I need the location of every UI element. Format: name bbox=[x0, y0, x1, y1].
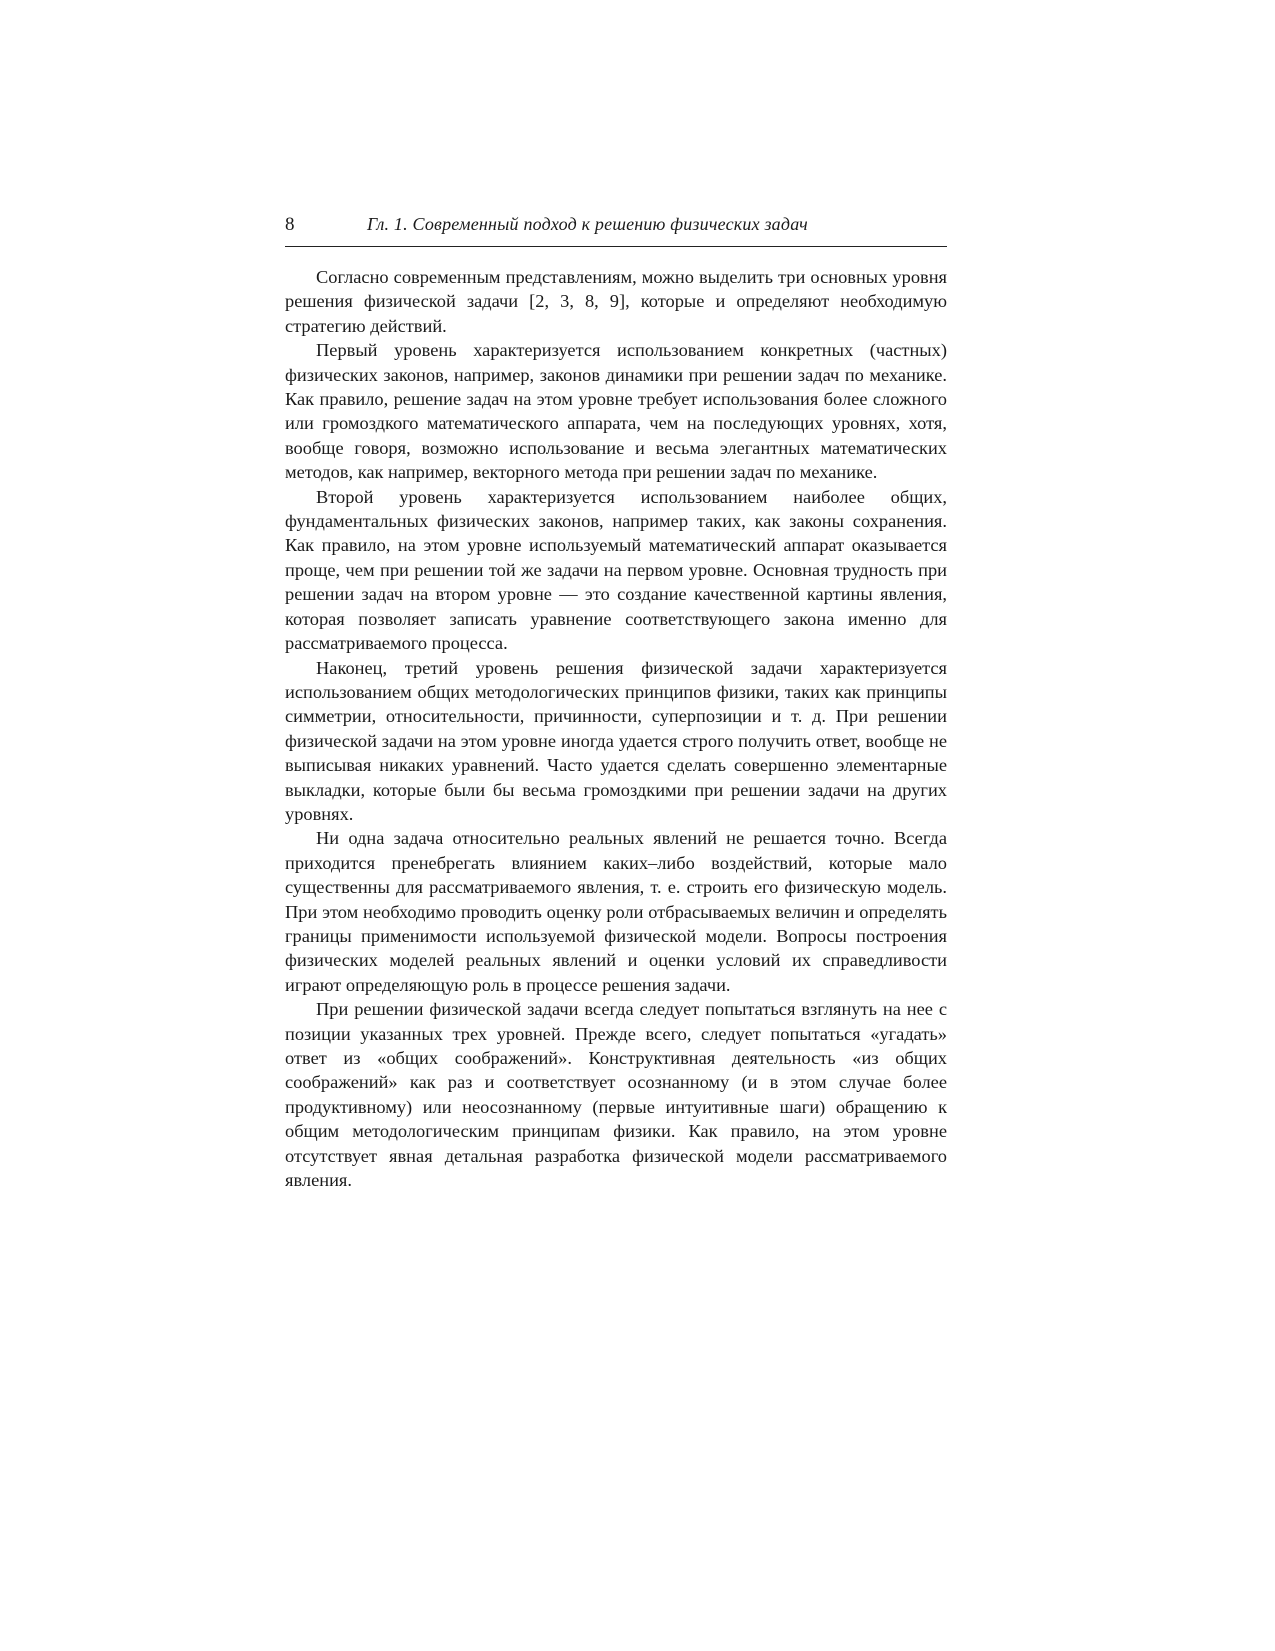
paragraph-2: Первый уровень характеризуется использованием конкретных (частных) физических законов, например, законов динамики при решении задач по механике. Как правило, решение задач на этом уровне требует использования более сложного или громоздкого математического аппарата, чем на последующих уровнях, хотя, вообще говоря, возможно использование и весьма элегантных математических методов, как например, векторного метода при решении задач по механике. bbox=[285, 340, 947, 483]
paragraph-4: Наконец, третий уровень решения физической задачи характеризуется использованием общих методологических принципов физики, таких как принципы симметрии, относительности, причинности, суперпозиции и т. д. При решении физической задачи на этом уровне иногда удается строго получить ответ, вообще не выписывая никаких уравнений. Часто удается сделать совершенно элементарные выкладки, которые были бы весьма громоздкими при решении задачи на других уровнях. bbox=[285, 657, 947, 824]
paragraph-1: Согласно современным представлениям, можно выделить три основных уровня решения физической задачи [2, 3, 8, 9], которые и определяют необходимую стратегию действий. bbox=[285, 267, 947, 336]
chapter-title: Гл. 1. Современный подход к решению физических задач bbox=[367, 214, 808, 234]
paragraph-3: Второй уровень характеризуется использованием наиболее общих, фундаментальных физических законов, например таких, как законы сохранения. Как правило, на этом уровне используемый математический аппарат оказывается проще, чем при решении той же задачи на первом уровне. Основная трудность при решении задач на втором уровне — это создание качественной картины явления, которая позволяет записать уравнение соответствующего закона именно для рассматриваемого процесса. bbox=[285, 486, 947, 654]
paragraph-6: При решении физической задачи всегда следует попытаться взглянуть на нее с позиции указанных трех уровней. Прежде всего, следует попытаться «угадать» ответ из «общих соображений». Конструктивная деятельность «из общих соображений» как раз и соответствует осознанному (и в этом случае более продуктивному) или неосознанному (первые интуитивные шаги) обращению к общим методологическим принципам физики. Как правило, на этом уровне отсутствует явная детальная разработка физической модели рассматриваемого явления. bbox=[285, 999, 947, 1191]
book-page bbox=[285, 214, 947, 1192]
page-number: 8 bbox=[285, 214, 295, 235]
running-head bbox=[285, 214, 947, 247]
body-text bbox=[285, 265, 947, 1192]
paragraph-5: Ни одна задача относительно реальных явлений не решается точно. Всегда приходится пренебрегать влиянием каких–либо воздействий, которые мало существенны для рассматриваемого явления, т. е. строить его физическую модель. При этом необходимо проводить оценку роли отбрасываемых величин и определять границы применимости используемой физической модели. Вопросы построения физических моделей реальных явлений и оценки условий их справедливости играют определяющую роль в процессе решения задачи. bbox=[285, 828, 947, 995]
